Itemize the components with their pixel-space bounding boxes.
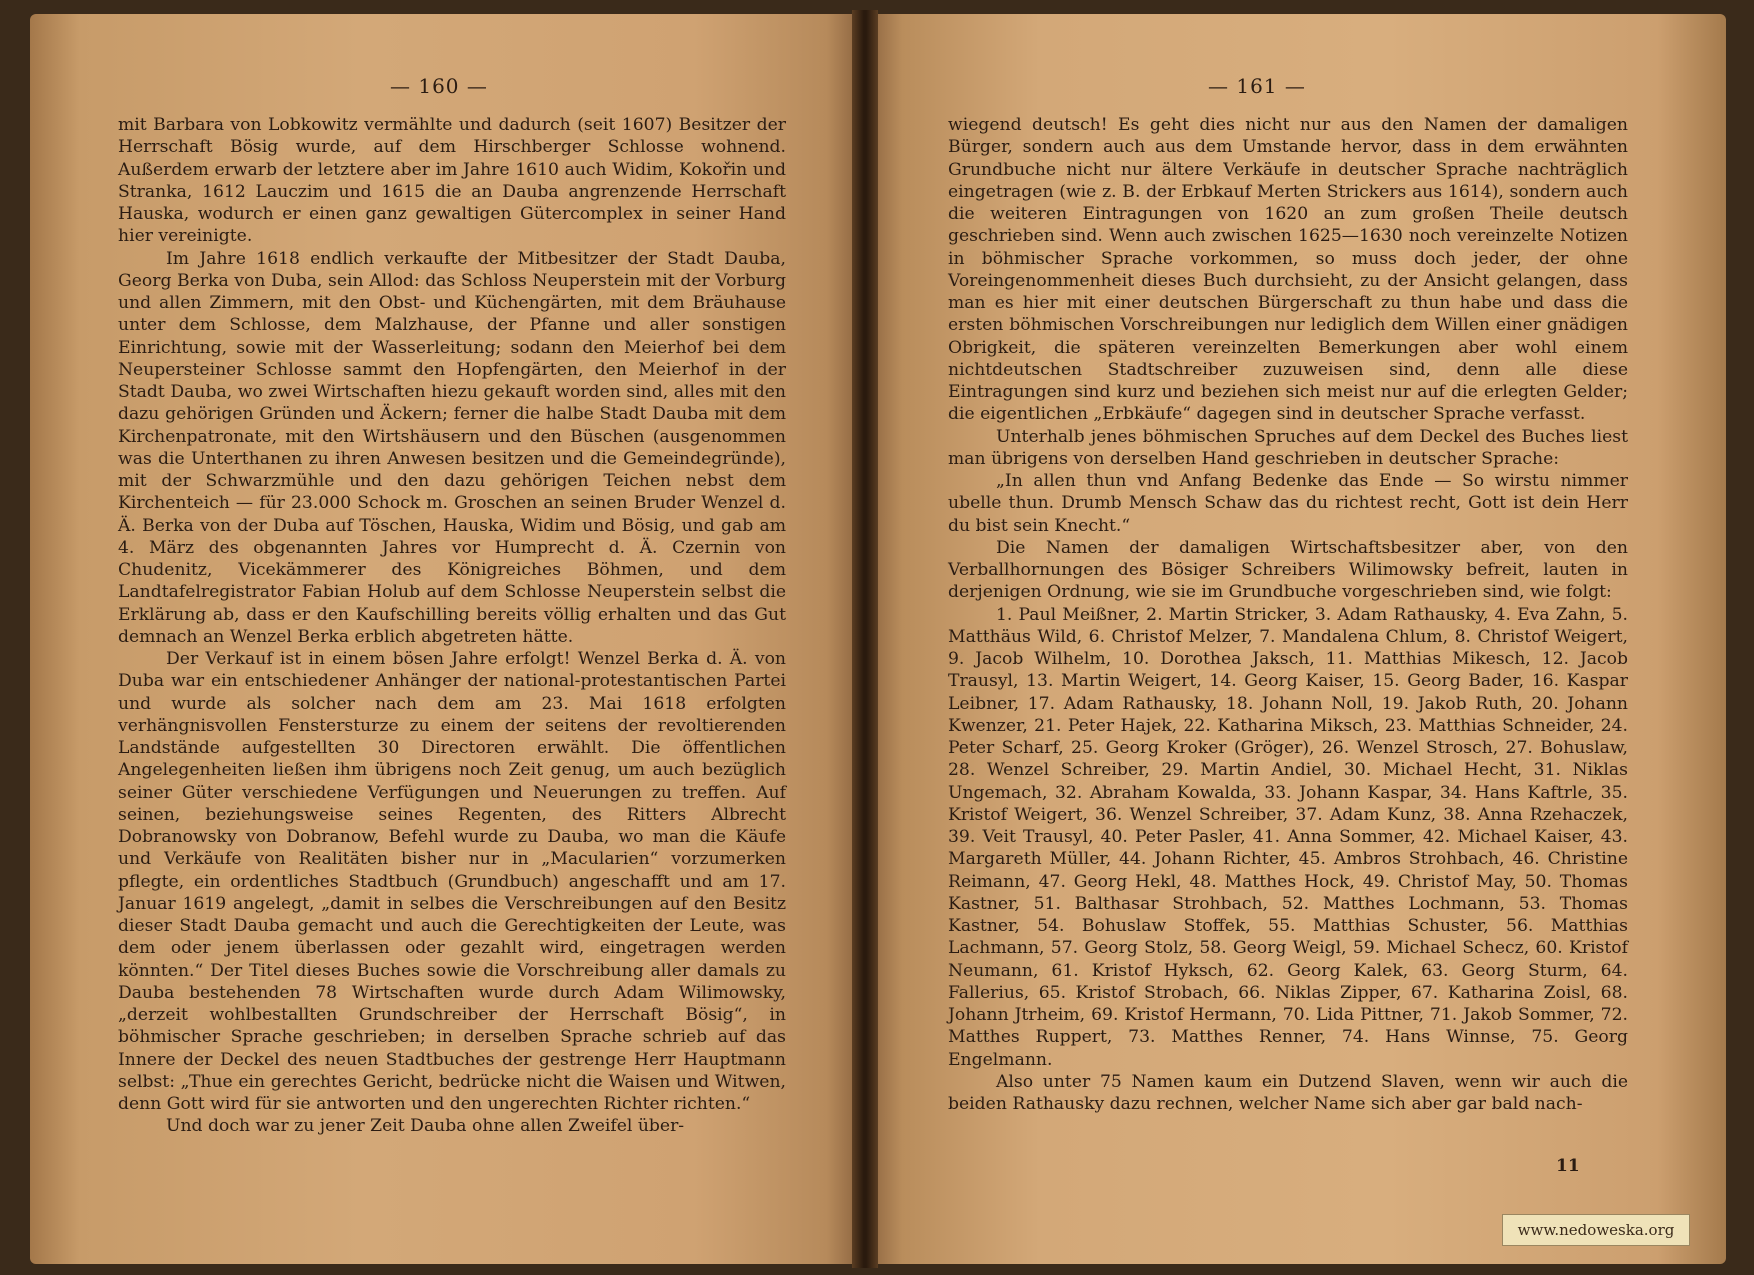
quote: „In allen thun vnd Anfang Bedenke das Ende — So wirstu nimmer ubelle thun. Drumb Mensch Schaw das du richtest recht, Gott ist dein Herr du bist sein Knecht.“ — [948, 471, 1628, 536]
right-page — [868, 14, 1726, 1264]
paragraph: mit Barbara von Lobkowitz vermählte und dadurch (seit 1607) Besitzer der Herrschaft Bösig wurde, auf dem Hirschberger Schlosse wohnend. Außerdem erwarb der letztere aber im Jahre 1610 auch Widim, Kokořin und Stranka, 1612 Lauczim und 1615 die an Dauba angrenzende Herrschaft Hauska, wodurch er einen ganz gewaltigen Gütercomplex in seiner Hand hier vereinigte. — [118, 115, 786, 247]
paragraph: Also unter 75 Namen kaum ein Dutzend Slaven, wenn wir auch die beiden Rathausky dazu rechnen, welcher Name sich aber gar bald nach- — [948, 1071, 1628, 1114]
signature-mark: 11 — [1556, 1156, 1580, 1176]
paragraph: Der Verkauf ist in einem bösen Jahre erfolgt! Wenzel Berka d. Ä. von Duba war ein entschiedener Anhänger der national-protestantischen Partei und wurde als solcher nach dem am 23. Mai 1618 erfolgten verhängnisvollen Fenstersturze zu einem der seitens der revoltierenden Landstände aufgestellten 30 Directoren erwählt. Die öffentlichen Angelegenheiten ließen ihm übrigens noch Zeit genug, um auch bezüglich seiner Güter verschiedene Verfügungen und Neuerungen zu treffen. Auf seinen, beziehungsweise seines Regenten, des Ritters Albrecht Dobranowsky von Dobranow, Befehl wurde zu Dauba, wo man die Käufe und Verkäufe von Realitäten bisher nur in „Macularien“ vorzumerken pflegte, ein ordentliches Stadtbuch (Grundbuch) angeschafft und am 17. Januar 1619 angelegt, „damit in selbes die Verschreibungen auf den Besitz dieser Stadt Dauba gemacht und auch die Gerechtigkeiten der Leute, was dem oder jenem überlassen oder gezahlt wird, eingetragen werden könnten.“ Der Titel dieses Buches sowie die Vorschreibung aller damals zu Dauba bestehenden 78 Wirtschaften wurde durch Adam Wilimowsky, „derzeit wohlbestallten Grundschreiber der Herrschaft Bösig“, in böhmischer Sprache geschrieben; in derselben Sprache schrieb auf das Innere der Deckel des neuen Stadtbuches der gestrenge Herr Hauptmann selbst: „Thue ein gerechtes Gericht, bedrücke nicht die Waisen und Witwen, denn Gott wird für sie antworten und den ungerechten Richter richten.“ — [118, 649, 786, 1114]
paragraph: Und doch war zu jener Zeit Dauba ohne allen Zweifel über- — [166, 1116, 685, 1137]
name-list: 1. Paul Meißner, 2. Martin Stricker, 3. Adam Rathausky, 4. Eva Zahn, 5. Matthäus Wild, 6. Christof Melzer, 7. Mandalena Chlum, 8. Christof Weigert, 9. Jacob Wilhelm, 10. Dorothea Jaksch, 11. Matthias Mikesch, 12. Jacob Trausyl, 13. Martin Weigert, 14. Georg Kaiser, 15. Georg Bader, 16. Kaspar Leibner, 17. Adam Rathausky, 18. Johann Noll, 19. Jakob Ruth, 20. Johann Kwenzer, 21. Peter Hajek, 22. Katharina Miksch, 23. Matthias Schneider, 24. Peter Scharf, 25. Georg Kroker (Gröger), 26. Wenzel Strosch, 27. Bohuslaw, 28. Wenzel Schreiber, 29. Martin Andiel, 30. Michael Hecht, 31. Niklas Ungemach, 32. Abraham Kowalda, 33. Johann Kaspar, 34. Hans Kaftrle, 35. Kristof Weigert, 36. Wenzel Schreiber, 37. Adam Kunz, 38. Anna Rzehaczek, 39. Veit Trausyl, 40. Peter Pasler, 41. Anna Sommer, 42. Michael Kaiser, 43. Margareth Müller, 44. Johann Richter, 45. Ambros Strohbach, 46. Christine Reimann, 47. Georg Hekl, 48. Matthes Hock, 49. Christof May, 50. Thomas Kastner, 51. Balthasar Strohbach, 52. Matthes Lochmann, 53. Thomas Kastner, 54. Bohuslaw Stoffek, 55. Matthias Schuster, 56. Matthias Lachmann, 57. Georg Stolz, 58. Georg Weigl, 59. Michael Schecz, 60. Kristof Neumann, 61. Kristof Hyksch, 62. Georg Kalek, 63. Georg Sturm, 64. Fallerius, 65. Kristof Strobach, 66. Niklas Zipper, 67. Katharina Zoisl, 68. Johann Jtrheim, 69. Kristof Hermann, 70. Lida Pittner, 71. Jakob Sommer, 72. Matthes Ruppert, 73. Matthes Renner, 74. Hans Winnse, 75. Georg Engelmann. — [948, 604, 1628, 1070]
watermark-label[interactable]: www.nedoweska.org — [1502, 1214, 1690, 1246]
paragraph: Im Jahre 1618 endlich verkaufte der Mitbesitzer der Stadt Dauba, Georg Berka von Duba, sein Allod: das Schloss Neuperstein mit der Vorburg und allen Zimmern, mit den Obst- und Küchengärten, mit dem Bräuhause unter dem Schlosse, dem Malzhause, der Pfanne und aller sonstigen Einrichtung, sowie mit der Wasserleitung; sodann den Meierhof bei dem Neupersteiner Schlosse sammt den Hopfengärten, den Meierhof in der Stadt Dauba, wo zwei Wirtschaften hiezu gekauft worden sind, alles mit den dazu gehörigen Gründen und Äckern; ferner die halbe Stadt Dauba mit dem Kirchenpatronate, mit den Wirtshäusern und den Büschen (ausgenommen was die Unterthanen zu ihren Anwesen besitzen und die Gemeindegründe), mit der Schwarzmühle und den dazu gehörigen Teichen nebst dem Kirchenteich — für 23.000 Schock m. Groschen an seinen Bruder Wenzel d. Ä. Berka von der Duba auf Töschen, Hauska, Widim und Bösig, und gab am 4. März des obgenannten Jahres vor Humprecht d. Ä. Czernin von Chudenitz, Vicekämmerer des Königreiches Böhmen, und dem Landtafelregistrator Fabian Holub auf dem Schlosse Neuperstein selbst die Erklärung ab, dass er den Kaufschilling bereits völlig erhalten und das Gut demnach an Wenzel Berka erblich abgetreten hätte. — [118, 248, 786, 647]
paragraph: Unterhalb jenes böhmischen Spruches auf dem Deckel des Buches liest man übrigens von derselben Hand geschrieben in deutscher Sprache: — [948, 426, 1628, 469]
page-number-right: — 161 — — [1208, 74, 1306, 98]
paragraph: wiegend deutsch! Es geht dies nicht nur aus den Namen der damaligen Bürger, sondern auch aus dem Umstande hervor, dass in dem erwähnten Grundbuche nicht nur ältere Verkäufe in deutscher Sprache nachträglich eingetragen (wie z. B. der Erbkauf Merten Strickers aus 1614), sondern auch die weiteren Eintragungen von 1620 an zum großen Theile deutsch geschrieben sind. Wenn auch zwischen 1625—1630 noch vereinzelte Notizen in böhmischer Sprache vorkommen, so muss doch jeder, der ohne Voreingenommenheit dieses Buch durchsieht, zu der Ansicht gelangen, dass man es hier mit einer deutschen Bürgerschaft zu thun habe und dass die ersten böhmischen Vorschreibungen nur lediglich dem Willen einer gnädigen Obrigkeit, die späteren vereinzelten Bemerkungen aber wohl einem nichtdeutschen Stadtschreiber zuzuweisen sind, denn alle diese Eintragungen sind kurz und beziehen sich meist nur auf die erlegten Gelder; die eigentlichen „Erbkäufe“ dagegen sind in deutscher Sprache verfasst. — [948, 115, 1628, 425]
left-page — [30, 14, 860, 1264]
right-page-text — [948, 114, 1628, 1115]
page-number-left: — 160 — — [390, 74, 488, 98]
left-page-text — [118, 114, 786, 1138]
book-gutter — [852, 10, 878, 1268]
paragraph: Die Namen der damaligen Wirtschaftsbesitzer aber, von den Verballhornungen des Bösiger Schreibers Wilimowsky befreit, lauten in derjenigen Ordnung, wie sie im Grundbuche vorgeschrieben sind, wie folgt: — [948, 537, 1628, 603]
